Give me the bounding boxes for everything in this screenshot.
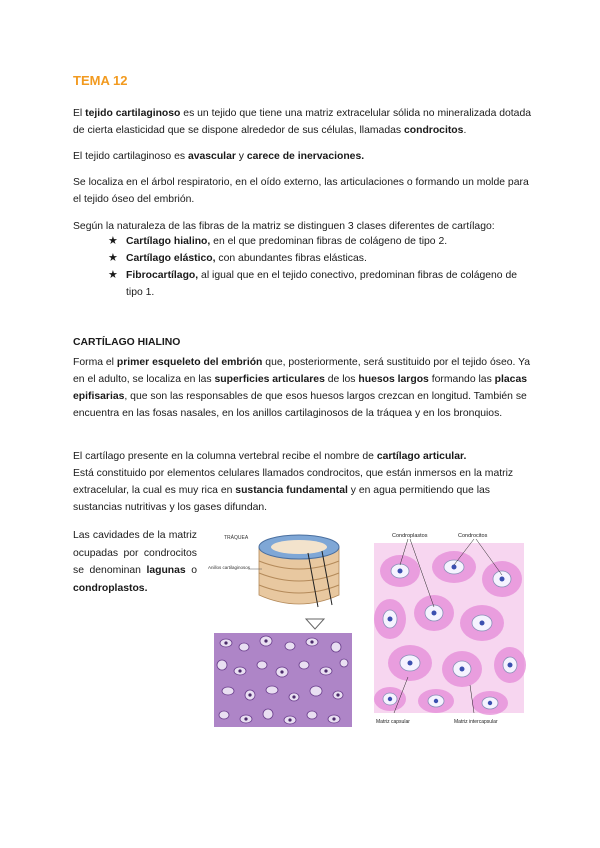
term-avascular: avascular <box>187 151 236 162</box>
text-run: de los <box>324 374 359 385</box>
text-run: que, posteriormente, será sustituido por el tejido óseo. Ya en el adulto, se localiza en las <box>73 357 531 385</box>
intro-paragraph <box>73 105 533 139</box>
list-item <box>108 250 533 267</box>
text-run: . <box>463 125 467 136</box>
condroplastos-label: Condroplastos <box>392 533 428 539</box>
text-run: El cartílago presente en la columna vertebral recibe el nombre de <box>73 451 377 462</box>
condrocitos-label: Condrocitos <box>458 533 488 539</box>
articular-paragraph <box>73 448 533 516</box>
term: lagunas <box>146 565 186 576</box>
condrocitos-figure <box>370 527 527 729</box>
lagunas-caption <box>73 527 197 597</box>
text-run: formando las <box>428 374 495 385</box>
trachea-illustration <box>259 535 339 607</box>
term: placas epifisarias <box>73 374 528 402</box>
rings-label: Anillos cartilaginosos <box>208 565 251 570</box>
term: primer esqueleto del embrión <box>116 357 263 368</box>
term-condrocitos: condrocitos <box>403 125 464 136</box>
text-run: , que son las responsables de que esos huesos largos crezcan en longitud. También se encuentra en las fosas nasales, en los anillos cartilaginosos de la tráquea y en los bronquios. <box>73 391 527 419</box>
text-run: con abundantes fibras elásticas. <box>215 253 367 264</box>
avascular-paragraph <box>73 148 533 165</box>
text-run: en el que predominan fibras de colágeno de tipo 2. <box>210 236 448 247</box>
star-icon: ★ <box>108 269 118 281</box>
term-inervaciones: carece de inervaciones. <box>246 151 365 162</box>
text-run: al igual que en el tejido conectivo, predominan fibras de colágeno de tipo 1. <box>126 270 518 298</box>
term: huesos largos <box>358 374 429 385</box>
text-run: es un tejido que tiene una matriz extracelular sólida no mineralizada dotada de cierta elasticidad que se dispone alrededor de sus células, llamadas <box>73 108 532 136</box>
text-run: El tejido cartilaginoso es <box>73 151 188 162</box>
term: sustancia fundamental <box>235 485 348 496</box>
term: Fibrocartílago, <box>126 270 199 281</box>
text-run: o <box>185 565 197 576</box>
term: superficies articulares <box>214 374 325 385</box>
text-run: El <box>73 108 86 119</box>
trachea-label: TRÁQUEA <box>224 535 249 541</box>
cartilage-types-list <box>108 233 533 301</box>
location-paragraph: Se localiza en el árbol respiratorio, en el oído externo, las articulaciones o formando un molde para el tejido óseo del embrión. <box>73 177 529 205</box>
section-heading: CARTÍLAGO HIALINO <box>73 337 181 348</box>
trachea-figure <box>204 525 354 729</box>
list-item <box>108 233 533 250</box>
list-item <box>108 267 533 301</box>
term: condroplastos. <box>73 582 148 594</box>
text-run: Forma el <box>73 357 117 368</box>
term: Cartílago hialino, <box>126 236 211 247</box>
matriz-capsular-label: Matriz capsular <box>376 719 410 725</box>
text-run: y <box>235 151 247 162</box>
hyaline-micrograph <box>214 633 352 727</box>
star-icon: ★ <box>108 235 118 247</box>
classes-intro-paragraph: Según la naturaleza de las fibras de la matriz se distinguen 3 clases diferentes de cartílago: <box>73 221 495 232</box>
hyaline-paragraph <box>73 354 533 422</box>
star-icon: ★ <box>108 252 118 264</box>
text-run: Está constituido por elementos celulares llamados condrocitos, que están inmersos en la matriz extracelular, la cual es muy rica en <box>73 468 514 496</box>
term: Cartílago elástico, <box>126 253 216 264</box>
page-title: TEMA 12 <box>73 73 128 88</box>
text-run: Las cavidades de la matriz ocupadas por condrocitos se denominan <box>73 530 197 576</box>
text-run: y en agua permitiendo que las sustancias nutritivas y los gases difundan. <box>73 485 490 513</box>
term: cartílago articular. <box>376 451 467 462</box>
matriz-intercapsular-label: Matriz intercapsular <box>454 719 498 725</box>
term-tejido-cartilaginoso: tejido cartilaginoso <box>85 108 181 119</box>
